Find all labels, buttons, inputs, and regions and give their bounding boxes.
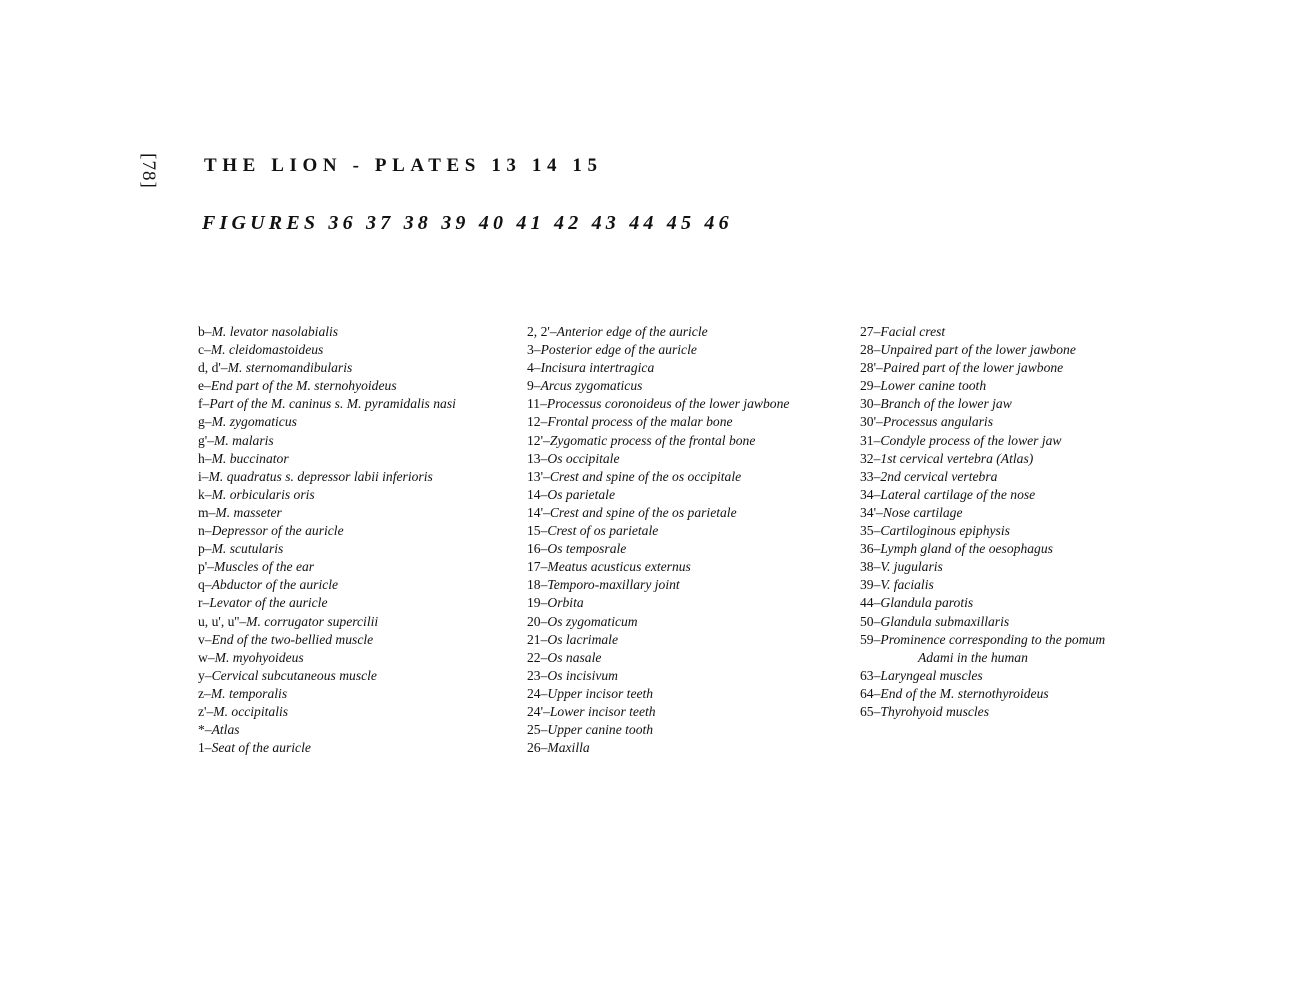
legend-entry-description: Adami in the human bbox=[918, 649, 1028, 665]
legend-entry-key: 35– bbox=[860, 523, 881, 539]
legend-entry bbox=[198, 486, 456, 504]
legend-entry-description: Zygomatic process of the frontal bone bbox=[549, 432, 756, 448]
legend-entry bbox=[527, 594, 789, 612]
legend-entry bbox=[527, 613, 789, 631]
legend-entry bbox=[198, 323, 456, 341]
legend-entry-description: Thyrohyoid muscles bbox=[880, 703, 990, 719]
legend-entry-key: p'– bbox=[198, 559, 215, 575]
legend-entry bbox=[860, 522, 1105, 540]
legend-entry bbox=[860, 450, 1105, 468]
legend-entry bbox=[527, 341, 789, 359]
legend-entry-key: 30'– bbox=[860, 414, 883, 430]
legend-entry-key: 1– bbox=[198, 740, 212, 756]
legend-entry bbox=[860, 594, 1105, 612]
legend-entry bbox=[527, 576, 789, 594]
legend-entry bbox=[860, 649, 1105, 667]
legend-entry bbox=[198, 377, 456, 395]
legend-entry-description: Levator of the auricle bbox=[209, 595, 328, 611]
legend-entry-key: 12– bbox=[527, 414, 548, 430]
legend-entry bbox=[527, 558, 789, 576]
legend-entry-key: 65– bbox=[860, 703, 881, 719]
legend-column-1 bbox=[198, 323, 456, 757]
legend-entry-key: 28– bbox=[860, 342, 881, 358]
legend-entry bbox=[527, 323, 789, 341]
legend-entry-key: 27– bbox=[860, 324, 881, 339]
legend-entry-key: 18– bbox=[527, 577, 548, 593]
legend-entry bbox=[198, 685, 456, 703]
legend-entry bbox=[527, 359, 789, 377]
legend-entry-description: Condyle process of the lower jaw bbox=[880, 432, 1062, 448]
legend-entry-key: 24– bbox=[527, 685, 548, 701]
legend-entry-description: End of the M. sternothyroideus bbox=[880, 685, 1049, 701]
legend-entry-description: Seat of the auricle bbox=[211, 740, 311, 756]
legend-entry-description: M. corrugator supercilii bbox=[246, 613, 379, 629]
page-number: [78] bbox=[138, 153, 159, 189]
legend-entry-description: Processus angularis bbox=[882, 414, 993, 430]
legend-entry-description: 1st cervical vertebra (Atlas) bbox=[880, 450, 1034, 466]
legend-entry-description: Os occipitale bbox=[547, 450, 620, 466]
legend-entry-key: b– bbox=[198, 324, 212, 339]
legend-entry-description: Os zygomaticum bbox=[547, 613, 638, 629]
legend-entry-description: Lower canine tooth bbox=[880, 378, 987, 394]
legend-entry-description: Laryngeal muscles bbox=[880, 667, 983, 683]
legend-entry bbox=[860, 486, 1105, 504]
legend-entry-description: Os incisivum bbox=[547, 667, 618, 683]
legend-entry bbox=[198, 432, 456, 450]
legend-entry bbox=[198, 703, 456, 721]
legend-entry bbox=[860, 685, 1105, 703]
legend-entry-key: 9– bbox=[527, 378, 541, 394]
legend-entry bbox=[860, 540, 1105, 558]
legend-entry bbox=[527, 432, 789, 450]
legend-entry bbox=[527, 685, 789, 703]
legend-entry bbox=[527, 468, 789, 486]
legend-entry-description: Lymph gland of the oesophagus bbox=[880, 541, 1053, 557]
legend-entry bbox=[527, 413, 789, 431]
legend-entry bbox=[860, 667, 1105, 685]
legend-entry-key: g'– bbox=[198, 432, 215, 448]
legend-entry bbox=[527, 522, 789, 540]
legend-entry-description: Abductor of the auricle bbox=[211, 577, 339, 593]
legend-entry-key: 22– bbox=[527, 649, 548, 665]
legend-entry-key: 33– bbox=[860, 468, 881, 484]
legend-entry bbox=[527, 649, 789, 667]
legend-entry-description: Os parietale bbox=[547, 486, 615, 502]
legend-entry-key: z– bbox=[198, 685, 211, 701]
legend-entry-description: Incisura intertragica bbox=[540, 360, 655, 376]
legend-entry-description: End of the two-bellied muscle bbox=[211, 631, 374, 647]
legend-entry-key: 19– bbox=[527, 595, 548, 611]
legend-entry bbox=[198, 450, 456, 468]
legend-entry-key: 21– bbox=[527, 631, 548, 647]
legend-entry bbox=[860, 341, 1105, 359]
legend-entry bbox=[860, 468, 1105, 486]
legend-entry bbox=[860, 323, 1105, 341]
legend-entry bbox=[860, 631, 1105, 649]
legend-entry bbox=[860, 703, 1105, 721]
legend-entry-description: Os nasale bbox=[547, 649, 602, 665]
legend-entry-key: 14'– bbox=[527, 504, 550, 520]
legend-entry bbox=[198, 540, 456, 558]
legend-entry-key: 39– bbox=[860, 577, 881, 593]
legend-entry-description: Orbita bbox=[547, 595, 584, 611]
legend-entry-description: Anterior edge of the auricle bbox=[556, 324, 708, 339]
legend-entry-description: Facial crest bbox=[880, 324, 946, 339]
legend-entry-description: Prominence corresponding to the pomum bbox=[880, 631, 1106, 647]
legend-entry bbox=[860, 413, 1105, 431]
legend-entry-description: Paired part of the lower jawbone bbox=[882, 360, 1064, 376]
legend-entry bbox=[198, 341, 456, 359]
legend-entry-key: f– bbox=[198, 396, 210, 412]
legend-entry bbox=[198, 504, 456, 522]
legend-entry-key: c– bbox=[198, 342, 211, 358]
legend-entry bbox=[860, 377, 1105, 395]
legend-entry-description: Meatus acusticus externus bbox=[547, 559, 691, 575]
legend-entry-description: Cartiloginous epiphysis bbox=[880, 523, 1010, 539]
legend-entry-description: Atlas bbox=[211, 722, 240, 738]
legend-entry-key: k– bbox=[198, 486, 212, 502]
legend-entry-key: v– bbox=[198, 631, 212, 647]
legend-entry-key: *– bbox=[198, 722, 212, 738]
legend-entry-key: i– bbox=[198, 468, 209, 484]
legend-entry-key: 16– bbox=[527, 541, 548, 557]
legend-entry-key: 25– bbox=[527, 722, 548, 738]
legend-entry-description: Glandula parotis bbox=[880, 595, 974, 611]
legend-entry bbox=[198, 613, 456, 631]
legend-entry-description: M. levator nasolabialis bbox=[211, 324, 339, 339]
legend-entry-key: p– bbox=[198, 541, 212, 557]
legend-entry-key: 23– bbox=[527, 667, 548, 683]
legend-entry-key: 11– bbox=[527, 396, 547, 412]
legend-entry bbox=[860, 558, 1105, 576]
legend-column-3 bbox=[860, 323, 1105, 721]
legend-entry-key: r– bbox=[198, 595, 210, 611]
legend-entry-key: h– bbox=[198, 450, 212, 466]
legend-entry-description: M. quadratus s. depressor labii inferioris bbox=[208, 468, 433, 484]
legend-entry bbox=[860, 395, 1105, 413]
legend-entry bbox=[198, 395, 456, 413]
legend-entry-key: 26– bbox=[527, 740, 548, 756]
legend-entry bbox=[198, 576, 456, 594]
legend-entry bbox=[198, 649, 456, 667]
legend-entry-description: M. malaris bbox=[214, 432, 274, 448]
legend-entry-description: Os temposrale bbox=[547, 541, 627, 557]
legend-entry-key: 44– bbox=[860, 595, 881, 611]
legend-entry-key: 12'– bbox=[527, 432, 550, 448]
legend-entry-description: End part of the M. sternohyoideus bbox=[210, 378, 397, 394]
legend-entry-description: Processus coronoideus of the lower jawbone bbox=[546, 396, 790, 412]
legend-entry-key: e– bbox=[198, 378, 211, 394]
legend-entry-description: Unpaired part of the lower jawbone bbox=[880, 342, 1076, 358]
legend-entry-key: 64– bbox=[860, 685, 881, 701]
legend-entry-description: Nose cartilage bbox=[882, 504, 963, 520]
legend-entry bbox=[860, 359, 1105, 377]
legend-entry-description: Part of the M. caninus s. M. pyramidalis nasi bbox=[209, 396, 456, 412]
legend-entry-key: y– bbox=[198, 667, 212, 683]
legend-entry-description: Crest of os parietale bbox=[547, 523, 659, 539]
legend-entry-key: 13'– bbox=[527, 468, 550, 484]
legend-entry-description: M. masseter bbox=[215, 504, 282, 520]
legend-entry bbox=[527, 486, 789, 504]
legend-entry-key: 50– bbox=[860, 613, 881, 629]
legend-entry-description: Depressor of the auricle bbox=[211, 523, 344, 539]
legend-entry-key: 29– bbox=[860, 378, 881, 394]
legend-entry-description: Muscles of the ear bbox=[214, 559, 315, 575]
legend-entry-description: Branch of the lower jaw bbox=[880, 396, 1012, 412]
legend-entry-description: V. facialis bbox=[880, 577, 934, 593]
legend-entry-description: Crest and spine of the os occipitale bbox=[549, 468, 742, 484]
legend-entry-key: 4– bbox=[527, 360, 541, 376]
legend-entry-description: Upper canine tooth bbox=[547, 722, 654, 738]
legend-entry-description: Crest and spine of the os parietale bbox=[549, 504, 737, 520]
legend-entry-description: M. buccinator bbox=[211, 450, 289, 466]
legend-entry bbox=[198, 631, 456, 649]
legend-entry-key: m– bbox=[198, 504, 216, 520]
legend-entry bbox=[198, 739, 456, 757]
legend-entry-key: q– bbox=[198, 577, 212, 593]
legend-entry-key: 34– bbox=[860, 486, 881, 502]
legend-entry-description: M. zygomaticus bbox=[211, 414, 297, 430]
legend-entry-description: 2nd cervical vertebra bbox=[880, 468, 998, 484]
legend-entry-description: Posterior edge of the auricle bbox=[540, 342, 697, 358]
legend-entry-description: Os lacrimale bbox=[547, 631, 618, 647]
legend-entry bbox=[198, 359, 456, 377]
legend-entry-description: M. occipitalis bbox=[213, 703, 289, 719]
legend-column-2 bbox=[527, 323, 789, 757]
legend-entry-key: 30– bbox=[860, 396, 881, 412]
legend-entry bbox=[198, 522, 456, 540]
legend-entry-key: 17– bbox=[527, 559, 548, 575]
legend-entry bbox=[198, 667, 456, 685]
legend-entry bbox=[860, 576, 1105, 594]
legend-entry-key: 2, 2'– bbox=[527, 324, 557, 339]
legend-entry-key: d, d'– bbox=[198, 360, 228, 376]
legend-entry-description: M. cleidomastoideus bbox=[210, 342, 324, 358]
legend-entry bbox=[527, 395, 789, 413]
legend-entry-key: 38– bbox=[860, 559, 881, 575]
legend-entry-key: 32– bbox=[860, 450, 881, 466]
legend-entry bbox=[860, 613, 1105, 631]
legend-entry-key: 20– bbox=[527, 613, 548, 629]
legend-entry bbox=[860, 432, 1105, 450]
legend-entry-description: M. scutularis bbox=[211, 541, 284, 557]
legend-entry-key: 3– bbox=[527, 342, 541, 358]
legend-entry-key: 15– bbox=[527, 523, 548, 539]
legend-entry-key: 24'– bbox=[527, 703, 550, 719]
legend-entry-description: M. sternomandibularis bbox=[227, 360, 353, 376]
legend-entry bbox=[198, 594, 456, 612]
legend-entry-key: u, u', u''– bbox=[198, 613, 247, 629]
legend-entry bbox=[527, 721, 789, 739]
legend-entry bbox=[527, 739, 789, 757]
legend-entry-key: w– bbox=[198, 649, 215, 665]
legend-entry-description: Glandula submaxillaris bbox=[880, 613, 1010, 629]
plate-title: THE LION - PLATES 13 14 15 bbox=[204, 155, 603, 176]
legend-entry bbox=[527, 667, 789, 685]
legend-entry bbox=[527, 631, 789, 649]
legend-entry-key: 59– bbox=[860, 631, 881, 647]
legend-entry-description: Arcus zygomaticus bbox=[540, 378, 643, 394]
legend-entry-description: M. myohyoideus bbox=[214, 649, 304, 665]
legend-entry-description: Lateral cartilage of the nose bbox=[880, 486, 1036, 502]
legend-entry bbox=[198, 721, 456, 739]
legend-entry bbox=[527, 540, 789, 558]
legend-entry-description: Cervical subcutaneous muscle bbox=[211, 667, 377, 683]
legend-entry-key: 13– bbox=[527, 450, 548, 466]
legend-entry-description: M. orbicularis oris bbox=[211, 486, 315, 502]
legend-entry-key: 34'– bbox=[860, 504, 883, 520]
legend-entry-description: Maxilla bbox=[547, 740, 590, 756]
legend-entry bbox=[198, 558, 456, 576]
legend-entry-key: 28'– bbox=[860, 360, 883, 376]
legend-entry bbox=[860, 504, 1105, 522]
legend-entry bbox=[527, 703, 789, 721]
legend-entry-key: n– bbox=[198, 523, 212, 539]
legend-entry-description: M. temporalis bbox=[210, 685, 288, 701]
legend-entry-description: Upper incisor teeth bbox=[547, 685, 654, 701]
legend-entry-key: 63– bbox=[860, 667, 881, 683]
legend-entry-key: 36– bbox=[860, 541, 881, 557]
legend-entry bbox=[527, 450, 789, 468]
legend-entry bbox=[198, 413, 456, 431]
legend-entry-description: Frontal process of the malar bone bbox=[547, 414, 733, 430]
legend-entry-key: 14– bbox=[527, 486, 548, 502]
legend-entry bbox=[198, 468, 456, 486]
legend-entry-key: z'– bbox=[198, 703, 214, 719]
legend-entry-key: g– bbox=[198, 414, 212, 430]
legend-entry bbox=[527, 377, 789, 395]
legend-entry-description: V. jugularis bbox=[880, 559, 943, 575]
legend-entry-description: Temporo-maxillary joint bbox=[547, 577, 680, 593]
legend-entry-description: Lower incisor teeth bbox=[549, 703, 656, 719]
figures-title: FIGURES 36 37 38 39 40 41 42 43 44 45 46 bbox=[202, 212, 733, 234]
legend-entry-key: 31– bbox=[860, 432, 881, 448]
legend-entry bbox=[527, 504, 789, 522]
